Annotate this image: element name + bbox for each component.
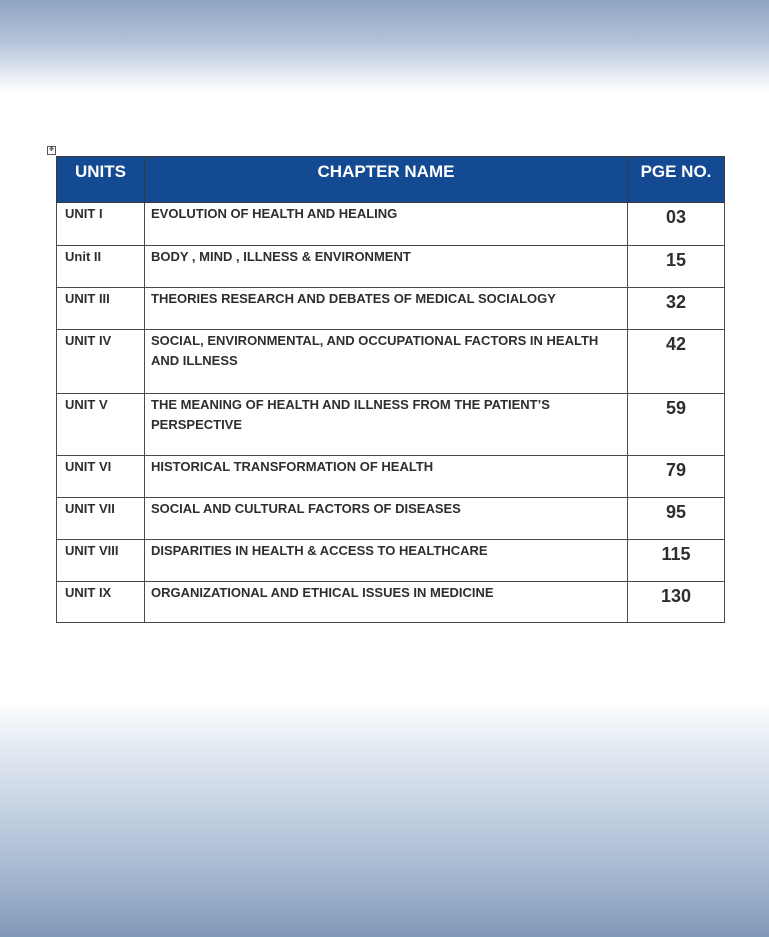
page-cell: 59 — [628, 394, 725, 456]
unit-cell: UNIT III — [57, 288, 145, 330]
table-row — [57, 540, 725, 582]
unit-cell: UNIT I — [57, 203, 145, 246]
unit-cell: UNIT VI — [57, 456, 145, 498]
page-cell: 15 — [628, 246, 725, 288]
chapter-cell: BODY , MIND , ILLNESS & ENVIRONMENT — [145, 246, 628, 288]
unit-cell: Unit II — [57, 246, 145, 288]
table-header-row — [57, 157, 725, 203]
table-of-contents — [56, 156, 725, 623]
header-units: UNITS — [57, 157, 145, 203]
table-row — [57, 456, 725, 498]
unit-cell: UNIT IX — [57, 582, 145, 623]
unit-cell: UNIT IV — [57, 330, 145, 394]
header-chapter-name: CHAPTER NAME — [145, 157, 628, 203]
table-row — [57, 582, 725, 623]
table-row — [57, 498, 725, 540]
chapter-cell: DISPARITIES IN HEALTH & ACCESS TO HEALTHCARE — [145, 540, 628, 582]
chapter-cell: SOCIAL, ENVIRONMENTAL, AND OCCUPATIONAL FACTORS IN HEALTH AND ILLNESS — [145, 330, 628, 394]
unit-cell: UNIT VII — [57, 498, 145, 540]
table-row — [57, 288, 725, 330]
table-move-handle-icon[interactable]: ✥ — [48, 147, 55, 153]
table-row — [57, 246, 725, 288]
page-cell: 79 — [628, 456, 725, 498]
header-page-number: PGE NO. — [628, 157, 725, 203]
chapter-cell: THE MEANING OF HEALTH AND ILLNESS FROM THE PATIENT’S PERSPECTIVE — [145, 394, 628, 456]
table-row — [57, 203, 725, 246]
page-cell: 03 — [628, 203, 725, 246]
top-gradient-band — [0, 0, 769, 92]
table-row — [57, 394, 725, 456]
chapter-cell: ORGANIZATIONAL AND ETHICAL ISSUES IN MEDICINE — [145, 582, 628, 623]
chapter-cell: EVOLUTION OF HEALTH AND HEALING — [145, 203, 628, 246]
chapter-cell: THEORIES RESEARCH AND DEBATES OF MEDICAL SOCIALOGY — [145, 288, 628, 330]
page-cell: 95 — [628, 498, 725, 540]
chapter-cell: SOCIAL AND CULTURAL FACTORS OF DISEASES — [145, 498, 628, 540]
page-cell: 42 — [628, 330, 725, 394]
bottom-gradient-band — [0, 700, 769, 937]
page-cell: 130 — [628, 582, 725, 623]
page-cell: 115 — [628, 540, 725, 582]
unit-cell: UNIT V — [57, 394, 145, 456]
unit-cell: UNIT VIII — [57, 540, 145, 582]
page-cell: 32 — [628, 288, 725, 330]
chapter-cell: HISTORICAL TRANSFORMATION OF HEALTH — [145, 456, 628, 498]
table-row — [57, 330, 725, 394]
